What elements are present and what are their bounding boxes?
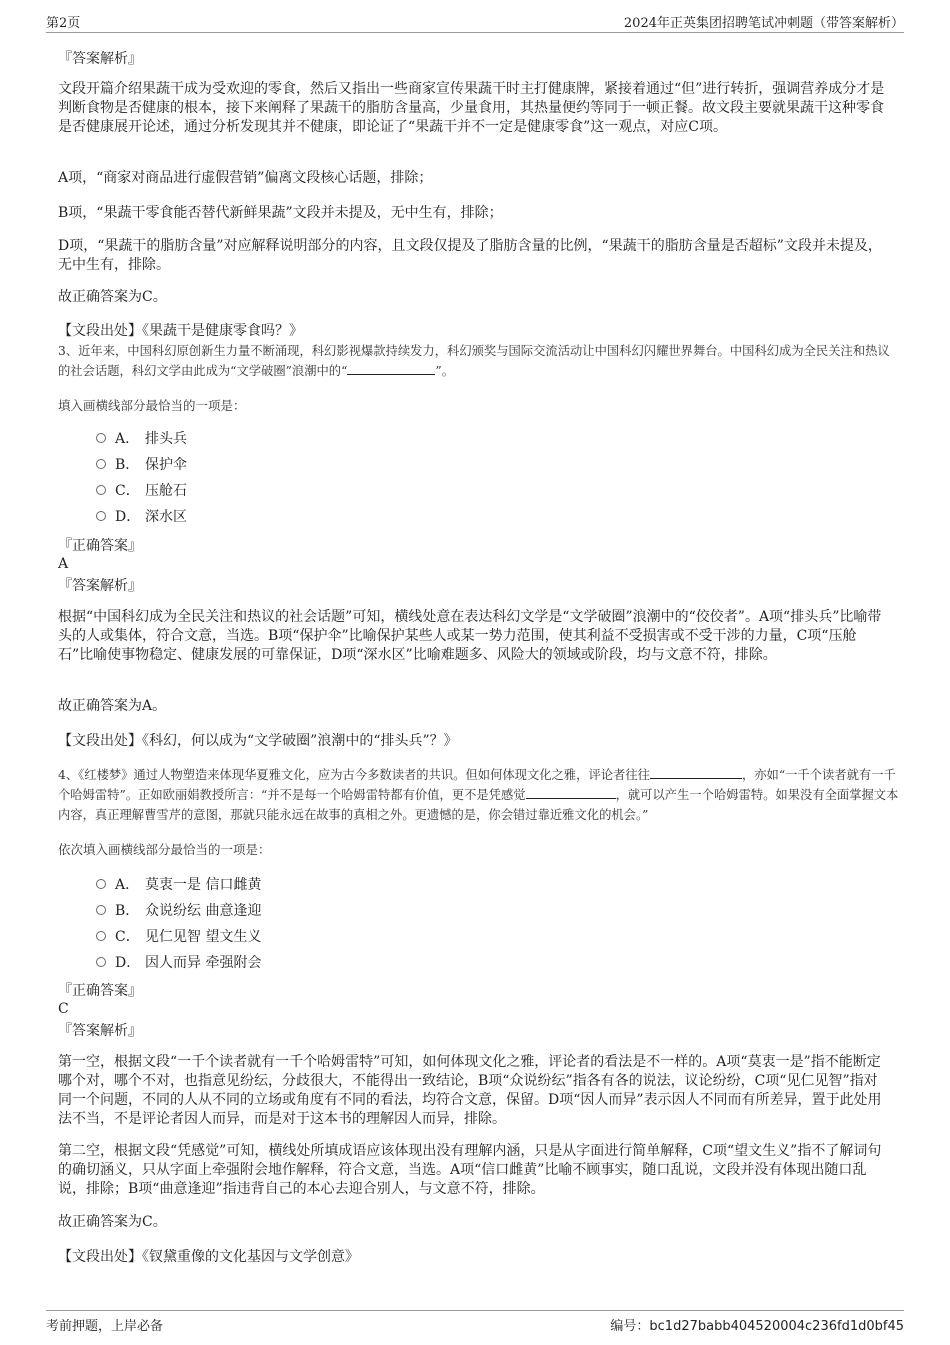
radio-icon[interactable] [96,931,106,941]
q3-analysis-para-1: 根据“中国科幻成为全民关注和热议的社会话题”可知，横线处意在表达科幻文学是“文学破圈”浪潮中的“佼佼者”。A项“排头兵”比喻带头的人或集体，符合文意，当选。B项“保护伞”比喻保护某些人或某一势力范围，使其利益不受损害或不受干涉的力量，C项“压舱石”比喻使事物稳定、健康发展的可靠保证，D项“深水区”比喻难题多、风险大的领域或阶段，均与文意不符，排除。 [58,609,882,663]
q3-stem: 3、近年来，中国科幻原创新生力量不断涌现，科幻影视爆款持续发力，科幻颁奖与国际交流活动让中国科幻闪耀世界舞台。中国科幻成为全民关注和热议的社会话题，科幻文学由此成为“文学破圈”浪潮中的“ ”。 [58,344,890,378]
q4-option-d[interactable]: D． 因人而异 牵强附会 [96,954,261,973]
document-code: 编号：bc1d27babb404520004c236fd1d0bf45 [610,1319,904,1334]
q4-analysis-label: 『答案解析』 [58,1023,142,1039]
q3-option-a[interactable]: A． 排头兵 [96,430,187,449]
q3-option-d[interactable]: D． 深水区 [96,508,187,527]
q4-analysis-para-2: 第二空，根据文段“凭感觉”可知，横线处所填成语应该体现出没有理解内涵，只是从字面进行简单解释，C项“望文生义”指不了解词句的确切涵义，只从字面上牵强附会地作解释，符合文意，当选。A项“信口雌黄”比喻不顾事实，随口乱说，文段并没有体现出随口乱说，排除；B项“曲意逢迎”指违背自己的本心去迎合别人，与文意不符，排除。 [58,1143,882,1197]
radio-icon[interactable] [96,879,106,889]
q4-blank-1 [650,766,742,779]
q4-correct-answer: C [58,1001,69,1017]
q2-source: 【文段出处】《果蔬干是健康零食吗？》 [58,323,303,339]
radio-icon[interactable] [96,905,106,915]
radio-icon[interactable] [96,511,106,521]
q3-option-c[interactable]: C． 压舱石 [96,482,187,501]
q2-analysis-para-3: B项，“果蔬干零食能否替代新鲜果蔬”文段并未提及，无中生有，排除； [58,205,503,221]
footer-slogan: 考前押题，上岸必备 [46,1319,164,1334]
q3-correct-answer: A [58,556,69,572]
q2-analysis-label: 『答案解析』 [58,51,142,67]
q4-analysis-para-1: 第一空，根据文段“一千个读者就有一千个哈姆雷特”可知，如何体现文化之雅，评论者的看法是不一样的。A项“莫衷一是”指不能断定哪个对，哪个不对，也指意见纷纭，分歧很大，不能得出一致结论，B项“众说纷纭”指各有各的说法，议论纷纷，C项“见仁见智”指对同一个问题，不同的人从不同的立场或角度有不同的看法，均符合文意，保留。D项“因人而异”表示因人不同而有所差异，置于此处用法不当，不是评论者因人而异，而是对于这本书的理解因人而异，排除。 [58,1054,882,1127]
q3-correct-label: 『正确答案』 [58,538,142,554]
radio-icon[interactable] [96,485,106,495]
radio-icon[interactable] [96,459,106,469]
q3-conclusion: 故正确答案为A。 [58,698,167,714]
radio-icon[interactable] [96,433,106,443]
q4-option-a[interactable]: A． 莫衷一是 信口雌黄 [96,876,261,895]
q4-option-b[interactable]: B． 众说纷纭 曲意逢迎 [96,902,261,921]
q3-source: 【文段出处】《科幻，何以成为“文学破圈”浪潮中的“排头兵”？》 [58,733,458,749]
q4-prompt: 依次填入画横线部分最恰当的一项是： [58,842,271,857]
page-footer [46,1310,904,1335]
q4-stem: 4、《红楼梦》通过人物塑造来体现华夏雅文化，应为古今多数读者的共识。但如何体现文化之雅，评论者往往 ，亦如“一千个读者就有一千个哈姆雷特”。正如欧丽娟教授所言：“并不是每一个哈姆雷特都有价值，更不是凭感觉 ，就可以产生一个哈姆雷特。如果没有全面掌握文本内容，真正理解曹雪芹的意图，那就只能永远在故事的真相之外。更遗憾的是，你会错过靠近雅文化的机会。” [58,768,899,822]
q4-option-c[interactable]: C． 见仁见智 望文生义 [96,928,261,947]
q2-analysis-para-2: A项，“商家对商品进行虚假营销”偏离文段核心话题，排除； [58,170,433,186]
q3-analysis-label: 『答案解析』 [58,578,142,594]
page-number: 第2页 [46,16,81,31]
q2-conclusion: 故正确答案为C。 [58,289,167,305]
q4-conclusion: 故正确答案为C。 [58,1214,167,1230]
q3-prompt: 填入画横线部分最恰当的一项是： [58,398,246,413]
q3-blank [347,362,435,375]
q2-analysis-para-4: D项，“果蔬干的脂肪含量”对应解释说明部分的内容，且文段仅提及了脂肪含量的比例，“果蔬干的脂肪含量是否超标”文段并未提及，无中生有，排除。 [58,238,882,273]
page-header [46,12,904,33]
q4-source: 【文段出处】《钗黛重像的文化基因与文学创意》 [58,1249,359,1265]
q2-analysis-para-1: 文段开篇介绍果蔬干成为受欢迎的零食，然后又指出一些商家宣传果蔬干时主打健康牌，紧接着通过“但”进行转折，强调营养成分才是判断食物是否健康的根本，接下来阐释了果蔬干的脂肪含量高，少量食用，其热量便约等同于一顿正餐。故文段主要就果蔬干这种零食是否健康展开论述，通过分析发现其并不健康，即论证了“果蔬干并不一定是健康零食”这一观点，对应C项。 [58,81,885,135]
q4-correct-label: 『正确答案』 [58,983,142,999]
q3-option-b[interactable]: B． 保护伞 [96,456,187,475]
radio-icon[interactable] [96,957,106,967]
q4-blank-2 [526,786,616,799]
document-title: 2024年正英集团招聘笔试冲刺题（带答案解析） [623,16,904,31]
